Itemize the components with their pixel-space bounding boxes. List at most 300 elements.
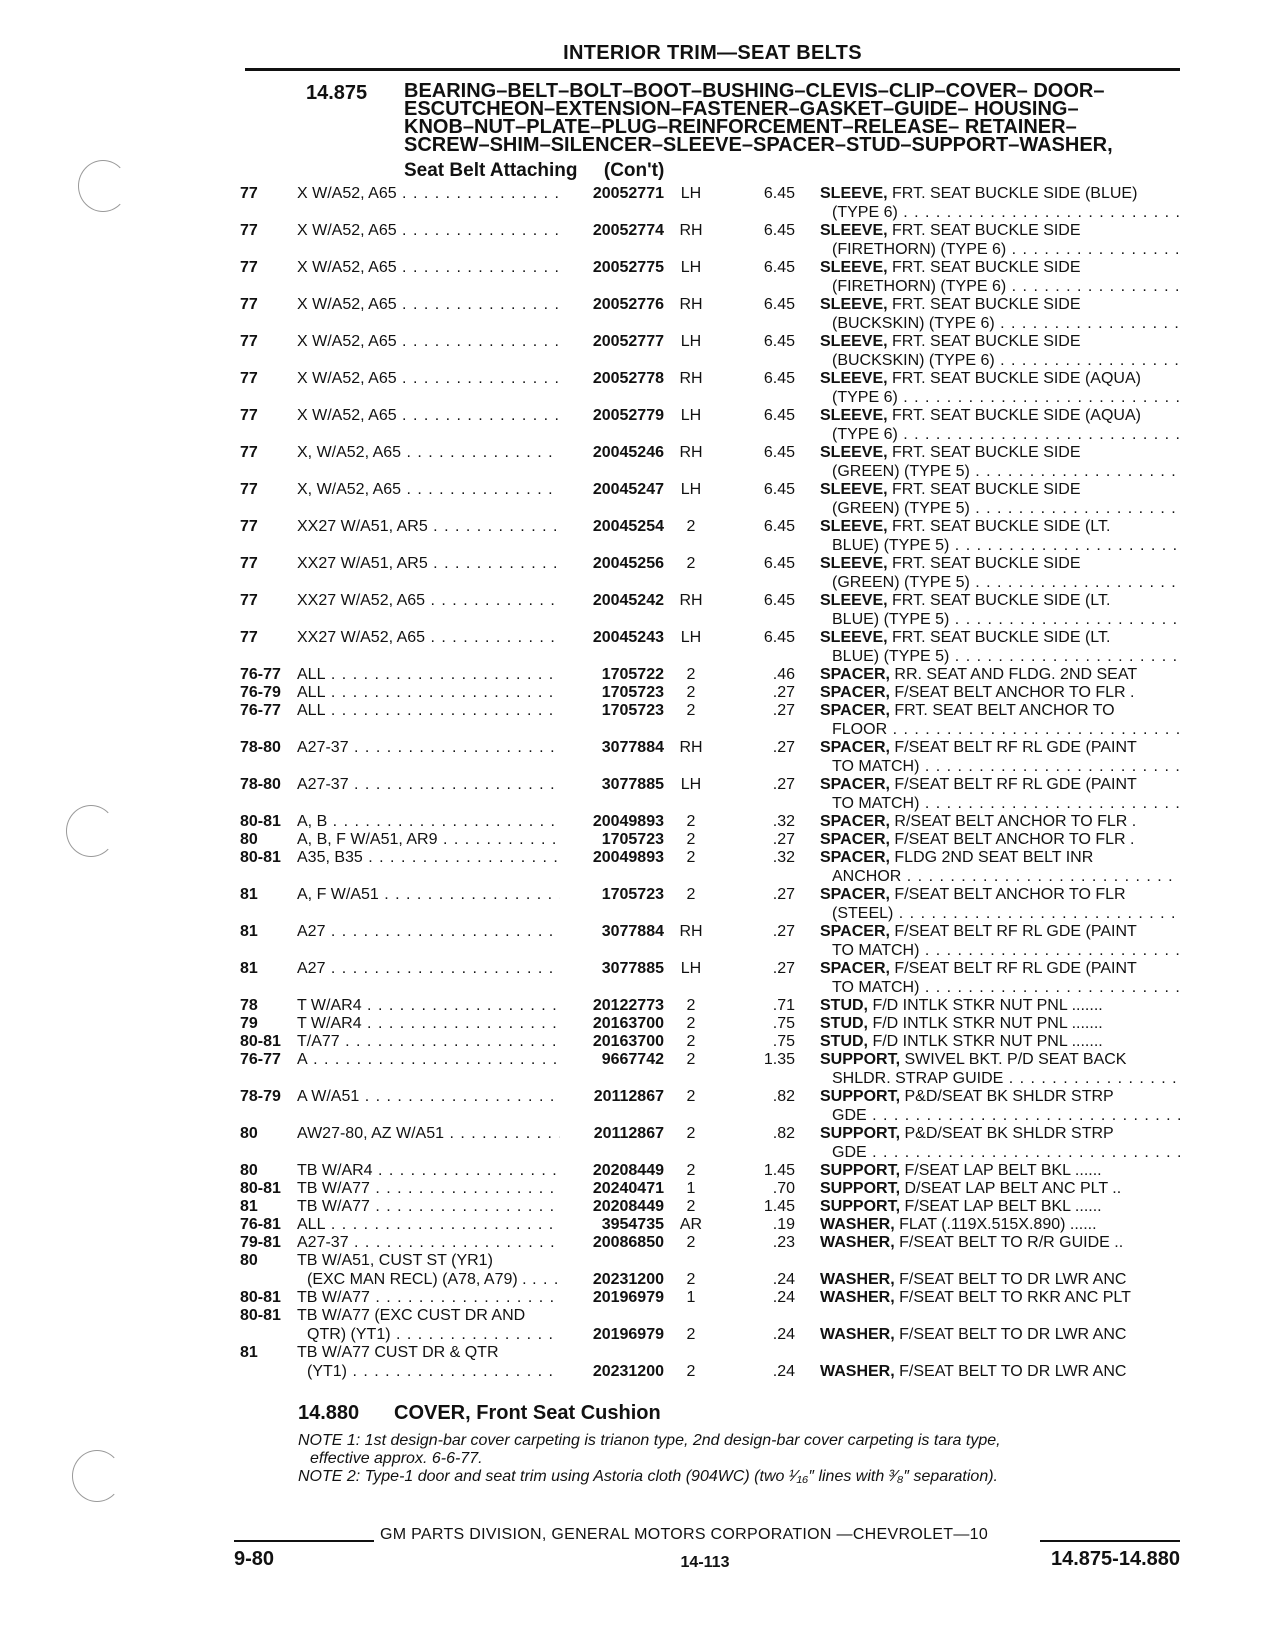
description-continued: GDE . . .	[820, 1143, 1180, 1162]
price: 6.45	[763, 518, 795, 535]
quantity: LH	[680, 776, 702, 793]
part-name: WASHER,	[820, 1363, 895, 1380]
part-description	[820, 812, 1180, 831]
price: .27	[772, 960, 795, 977]
quantity: 2	[686, 1051, 696, 1068]
section-heading-line: BEARING–BELT–BOLT–BOOT–BUSHING–CLEVIS–CLIP–COVER– DOOR–	[404, 80, 1105, 102]
part-number: 20045242	[560, 591, 664, 610]
description-line: F/SEAT BELT RF RL GDE (PAINT	[894, 776, 1137, 793]
part-number: 1705723	[560, 885, 664, 904]
description-line: D/SEAT LAP BELT ANC PLT ..	[904, 1180, 1122, 1197]
part-name: WASHER,	[820, 1216, 895, 1233]
quantity: 2	[686, 1326, 696, 1343]
table-row	[0, 295, 1280, 332]
quantity: 2	[686, 1015, 696, 1032]
quantity: LH	[680, 629, 702, 646]
part-name: SPACER,	[820, 960, 890, 977]
part-number: 20163700	[560, 1032, 664, 1051]
quantity: 1	[686, 1180, 696, 1197]
description-line: FRT. SEAT BUCKLE SIDE (LT.	[892, 592, 1111, 609]
part-description	[820, 332, 1180, 370]
description-continued: TO MATCH) . . .	[820, 941, 1180, 960]
model-year: 80-81	[240, 1033, 281, 1050]
table-row	[0, 221, 1280, 258]
description-line: FRT. SEAT BUCKLE SIDE (BLUE)	[892, 185, 1138, 202]
description-line: FRT. SEAT BUCKLE SIDE	[892, 333, 1081, 350]
quantity: 1	[686, 1289, 696, 1306]
part-description	[820, 996, 1180, 1015]
model-application: X W/A52, A65 . . .	[297, 184, 562, 203]
price: .27	[772, 923, 795, 940]
part-number: 20240471	[560, 1179, 664, 1198]
part-name: STUD,	[820, 1015, 868, 1032]
part-description	[820, 443, 1180, 481]
quantity: 2	[686, 886, 696, 903]
model-application: X, W/A52, A65 . . .	[297, 480, 562, 499]
part-number: 20045243	[560, 628, 664, 647]
model-application: TB W/A77 CUST DR & QTR	[297, 1344, 499, 1361]
table-row	[0, 683, 1280, 701]
model-year: 77	[240, 296, 258, 313]
price: .27	[772, 702, 795, 719]
part-description	[820, 665, 1180, 684]
description-continued: BLUE) (TYPE 5) . . .	[820, 647, 1180, 666]
quantity: AR	[679, 1216, 703, 1233]
part-description	[820, 1014, 1180, 1033]
part-name: SLEEVE,	[820, 444, 888, 461]
model-year: 78	[240, 997, 258, 1014]
part-description	[820, 480, 1180, 518]
model-year: 78-80	[240, 776, 281, 793]
part-number: 20052771	[560, 184, 664, 203]
model-application: ALL . . .	[297, 701, 562, 720]
description-line: RR. SEAT AND FLDG. 2ND SEAT	[894, 666, 1138, 683]
part-description	[820, 1050, 1180, 1088]
model-application: X W/A52, A65 . . .	[297, 295, 562, 314]
part-name: SLEEVE,	[820, 259, 888, 276]
model-application: A, B . . .	[297, 812, 562, 831]
description-continued: (TYPE 6) . . .	[820, 203, 1180, 222]
price: .23	[772, 1234, 795, 1251]
description-line: F/SEAT BELT TO DR LWR ANC	[899, 1363, 1127, 1380]
part-name: SLEEVE,	[820, 555, 888, 572]
part-description	[820, 1161, 1180, 1180]
model-application: T W/AR4 . . .	[297, 1014, 562, 1033]
part-description	[820, 221, 1180, 259]
model-application: TB W/A77 . . .	[297, 1288, 562, 1307]
quantity: LH	[680, 960, 702, 977]
model-application: X W/A52, A65 . . .	[297, 369, 562, 388]
note-1: NOTE 1: 1st design-bar cover carpeting is trianon type, 2nd design-bar cover carpeting is tara type,	[298, 1432, 1001, 1449]
notes	[298, 1432, 1158, 1486]
model-application: A35, B35 . . .	[297, 848, 562, 867]
price: 1.45	[763, 1162, 795, 1179]
description-line: F/SEAT BELT TO RKR ANC PLT	[899, 1289, 1131, 1306]
part-name: SLEEVE,	[820, 481, 888, 498]
table-row	[0, 775, 1280, 812]
model-year: 80-81	[240, 813, 281, 830]
quantity: 2	[686, 1125, 696, 1142]
price: 6.45	[763, 407, 795, 424]
table-row	[0, 1215, 1280, 1233]
price: 6.45	[763, 370, 795, 387]
part-description	[820, 258, 1180, 296]
price: .82	[772, 1125, 795, 1142]
description-line: F/SEAT BELT RF RL GDE (PAINT	[894, 960, 1137, 977]
model-application: XX27 W/A52, A65 . . .	[297, 591, 562, 610]
quantity: RH	[679, 739, 703, 756]
part-number: 20163700	[560, 1014, 664, 1033]
price: .27	[772, 886, 795, 903]
description-line: P&D/SEAT BK SHLDR STRP	[904, 1125, 1114, 1142]
model-application: A, F W/A51 . . .	[297, 885, 562, 904]
quantity: 2	[686, 702, 696, 719]
description-line: FRT. SEAT BUCKLE SIDE	[892, 481, 1081, 498]
quantity: LH	[680, 185, 702, 202]
part-description	[820, 830, 1180, 849]
footer-division: GM PARTS DIVISION, GENERAL MOTORS CORPORATION —CHEVROLET—10	[380, 1526, 989, 1543]
part-number: 1705722	[560, 665, 664, 684]
subsection-title: COVER, Front Seat Cushion	[394, 1402, 661, 1424]
price: 6.45	[763, 259, 795, 276]
price: .75	[772, 1015, 795, 1032]
table-row	[0, 1251, 1280, 1288]
model-application: X W/A52, A65 . . .	[297, 406, 562, 425]
quantity: LH	[680, 259, 702, 276]
part-name: SLEEVE,	[820, 370, 888, 387]
quantity: 2	[686, 1363, 696, 1380]
description-continued: (GREEN) (TYPE 5) . . .	[820, 573, 1180, 592]
table-row	[0, 738, 1280, 775]
price: 6.45	[763, 592, 795, 609]
model-year: 78-79	[240, 1088, 281, 1105]
price: 6.45	[763, 185, 795, 202]
model-application: A27 . . .	[297, 959, 562, 978]
description-continued: ANCHOR . . .	[820, 867, 1180, 886]
part-number: 20052777	[560, 332, 664, 351]
quantity: RH	[679, 444, 703, 461]
description-line: F/SEAT BELT TO DR LWR ANC	[899, 1326, 1127, 1343]
table-row	[0, 848, 1280, 885]
title-rule	[245, 68, 1180, 71]
model-application: T/A77 . . .	[297, 1032, 562, 1051]
model-year: 77	[240, 555, 258, 572]
quantity: 2	[686, 518, 696, 535]
part-name: SPACER,	[820, 831, 890, 848]
model-year: 79	[240, 1015, 258, 1032]
price: .24	[772, 1326, 795, 1343]
table-row	[0, 1179, 1280, 1197]
model-application: XX27 W/A52, A65 . . .	[297, 628, 562, 647]
part-name: SUPPORT,	[820, 1198, 901, 1215]
part-name: SPACER,	[820, 776, 890, 793]
part-name: SPACER,	[820, 886, 890, 903]
part-description	[820, 184, 1180, 222]
table-row	[0, 1087, 1280, 1124]
description-line: FRT. SEAT BUCKLE SIDE	[892, 259, 1081, 276]
description-line: FRT. SEAT BUCKLE SIDE (AQUA)	[892, 370, 1141, 387]
description-line: FRT. SEAT BUCKLE SIDE (LT.	[892, 518, 1111, 535]
model-year: 77	[240, 370, 258, 387]
section-number: 14.875	[306, 82, 368, 104]
model-year: 76-79	[240, 684, 281, 701]
table-row	[0, 258, 1280, 295]
quantity: 2	[686, 1088, 696, 1105]
description-continued: (TYPE 6) . . .	[820, 388, 1180, 407]
part-description	[820, 1325, 1180, 1344]
description-continued: (STEEL) . . .	[820, 904, 1180, 923]
section-heading-line: SCREW–SHIM–SILENCER–SLEEVE–SPACER–STUD–SUPPORT–WASHER,	[404, 134, 1113, 156]
table-row	[0, 591, 1280, 628]
part-name: SLEEVE,	[820, 407, 888, 424]
description-line: SWIVEL BKT. P/D SEAT BACK	[904, 1051, 1127, 1068]
price: 6.45	[763, 222, 795, 239]
description-continued: (GREEN) (TYPE 5) . . .	[820, 462, 1180, 481]
part-name: SUPPORT,	[820, 1051, 901, 1068]
price: .82	[772, 1088, 795, 1105]
part-number: 20052776	[560, 295, 664, 314]
subsection-heading	[298, 1402, 661, 1425]
price: .70	[772, 1180, 795, 1197]
part-number: 20045247	[560, 480, 664, 499]
section-heading-line: ESCUTCHEON–EXTENSION–FASTENER–GASKET–GUIDE– HOUSING–	[404, 98, 1079, 120]
quantity: 2	[686, 831, 696, 848]
price: .75	[772, 1033, 795, 1050]
price: .24	[772, 1271, 795, 1288]
footer-page-number: 14-113	[680, 1554, 730, 1571]
part-number: 20122773	[560, 996, 664, 1015]
part-name: SLEEVE,	[820, 592, 888, 609]
description-line: F/D INTLK STKR NUT PNL .......	[872, 1033, 1103, 1050]
model-year: 80-81	[240, 1289, 281, 1306]
description-line: FLAT (.119X.515X.890) ......	[899, 1216, 1097, 1233]
part-number: 20196979	[560, 1325, 664, 1344]
model-application: A27 . . .	[297, 922, 562, 941]
model-application: (EXC MAN RECL) (A78, A79) . . . .	[307, 1270, 572, 1289]
table-row	[0, 1343, 1280, 1380]
model-year: 81	[240, 960, 258, 977]
table-row	[0, 480, 1280, 517]
part-description	[820, 369, 1180, 407]
part-number: 9667742	[560, 1050, 664, 1069]
part-name: SPACER,	[820, 684, 890, 701]
model-year: 81	[240, 923, 258, 940]
price: .24	[772, 1363, 795, 1380]
part-description	[820, 775, 1180, 813]
description-continued: (GREEN) (TYPE 5) . . .	[820, 499, 1180, 518]
quantity: 2	[686, 555, 696, 572]
table-row	[0, 996, 1280, 1014]
model-application: X W/A52, A65 . . .	[297, 221, 562, 240]
model-year: 77	[240, 185, 258, 202]
part-name: SPACER,	[820, 702, 890, 719]
description-line: FRT. SEAT BUCKLE SIDE	[892, 444, 1081, 461]
description-continued: FLOOR . . .	[820, 720, 1180, 739]
part-description	[820, 406, 1180, 444]
part-description	[820, 1270, 1180, 1289]
description-line: F/SEAT LAP BELT BKL ......	[904, 1162, 1102, 1179]
description-line: F/SEAT BELT ANCHOR TO FLR .	[894, 831, 1135, 848]
part-description	[820, 701, 1180, 739]
model-year: 80	[240, 831, 258, 848]
description-line: P&D/SEAT BK SHLDR STRP	[904, 1088, 1114, 1105]
model-application: ALL . . .	[297, 683, 562, 702]
part-description	[820, 959, 1180, 997]
model-year: 81	[240, 1344, 258, 1361]
description-continued: (FIRETHORN) (TYPE 6) . . .	[820, 240, 1180, 259]
model-year: 80	[240, 1125, 258, 1142]
table-row	[0, 369, 1280, 406]
price: 1.45	[763, 1198, 795, 1215]
model-application: A27-37 . . .	[297, 738, 562, 757]
table-row	[0, 517, 1280, 554]
quantity: 2	[686, 1198, 696, 1215]
model-application: XX27 W/A51, AR5 . . .	[297, 517, 562, 536]
quantity: LH	[680, 407, 702, 424]
price: 1.35	[763, 1051, 795, 1068]
quantity: LH	[680, 333, 702, 350]
model-year: 81	[240, 886, 258, 903]
model-year: 80-81	[240, 1180, 281, 1197]
part-name: SUPPORT,	[820, 1162, 901, 1179]
price: .46	[772, 666, 795, 683]
price: 6.45	[763, 296, 795, 313]
part-description	[820, 591, 1180, 629]
price: 6.45	[763, 555, 795, 572]
part-description	[820, 1124, 1180, 1162]
description-continued: TO MATCH) . . .	[820, 978, 1180, 997]
part-description	[820, 1197, 1180, 1216]
description-line: FRT. SEAT BUCKLE SIDE	[892, 222, 1081, 239]
part-number: 20052774	[560, 221, 664, 240]
table-row	[0, 1306, 1280, 1343]
description-line: FLDG 2ND SEAT BELT INR	[894, 849, 1094, 866]
footer-section-range: 14.875-14.880	[1050, 1548, 1180, 1570]
model-year: 77	[240, 518, 258, 535]
description-continued: SHLDR. STRAP GUIDE . . .	[820, 1069, 1180, 1088]
part-description	[820, 1215, 1180, 1234]
part-name: WASHER,	[820, 1271, 895, 1288]
description-continued: TO MATCH) . . .	[820, 794, 1180, 813]
part-description	[820, 848, 1180, 886]
model-application: A27-37 . . .	[297, 1233, 562, 1252]
part-number: 20052779	[560, 406, 664, 425]
table-row	[0, 332, 1280, 369]
note-2: NOTE 2: Type-1 door and seat trim using Astoria cloth (904WC) (two ¹⁄₁₆″ lines with ³⁄₈″ separation).	[298, 1468, 998, 1485]
part-name: SLEEVE,	[820, 333, 888, 350]
quantity: 2	[686, 1271, 696, 1288]
part-description	[820, 1233, 1180, 1252]
model-application: A W/A51 . . .	[297, 1087, 562, 1106]
table-row	[0, 184, 1280, 221]
part-number: 3077884	[560, 922, 664, 941]
price: .19	[772, 1216, 795, 1233]
section-subheading: Seat Belt Attaching (Con't)	[404, 160, 665, 181]
part-name: SPACER,	[820, 666, 890, 683]
part-name: SPACER,	[820, 923, 890, 940]
part-number: 20052778	[560, 369, 664, 388]
part-name: SUPPORT,	[820, 1088, 901, 1105]
model-year: 77	[240, 407, 258, 424]
description-line: F/D INTLK STKR NUT PNL .......	[872, 997, 1103, 1014]
footer-date: 9-80	[234, 1548, 275, 1570]
part-number: 20045256	[560, 554, 664, 573]
quantity: RH	[679, 923, 703, 940]
table-row	[0, 1197, 1280, 1215]
description-continued: (BUCKSKIN) (TYPE 6) . . .	[820, 351, 1180, 370]
part-number: 3077885	[560, 959, 664, 978]
quantity: 2	[686, 849, 696, 866]
part-number: 20208449	[560, 1161, 664, 1180]
model-application: AW27-80, AZ W/A51 . . .	[297, 1124, 562, 1143]
price: .27	[772, 739, 795, 756]
note-1-continued: effective approx. 6-6-77.	[310, 1450, 483, 1467]
price: .24	[772, 1289, 795, 1306]
quantity: RH	[679, 592, 703, 609]
description-line: F/SEAT BELT TO DR LWR ANC	[899, 1271, 1127, 1288]
part-number: 20196979	[560, 1288, 664, 1307]
description-continued: GDE . . .	[820, 1106, 1180, 1125]
table-row	[0, 830, 1280, 848]
model-year: 77	[240, 481, 258, 498]
quantity: RH	[679, 296, 703, 313]
part-description	[820, 1362, 1180, 1381]
model-year: 77	[240, 222, 258, 239]
part-name: SPACER,	[820, 739, 890, 756]
quantity: RH	[679, 370, 703, 387]
description-line: FRT. SEAT BUCKLE SIDE (AQUA)	[892, 407, 1141, 424]
part-description	[820, 922, 1180, 960]
model-year: 77	[240, 333, 258, 350]
table-row	[0, 1050, 1280, 1087]
part-number: 20231200	[560, 1362, 664, 1381]
quantity: 2	[686, 684, 696, 701]
part-description	[820, 628, 1180, 666]
price: .27	[772, 684, 795, 701]
part-description	[820, 1179, 1180, 1198]
description-continued: (TYPE 6) . . .	[820, 425, 1180, 444]
model-year: 80	[240, 1162, 258, 1179]
description-line: R/SEAT BELT ANCHOR TO FLR .	[894, 813, 1137, 830]
table-row	[0, 922, 1280, 959]
page-title: INTERIOR TRIM—SEAT BELTS	[563, 42, 862, 64]
model-year: 78-80	[240, 739, 281, 756]
part-description	[820, 295, 1180, 333]
table-row	[0, 406, 1280, 443]
quantity: 2	[686, 997, 696, 1014]
price: 6.45	[763, 333, 795, 350]
description-line: F/SEAT LAP BELT BKL ......	[904, 1198, 1102, 1215]
footer-rule-right	[1040, 1540, 1180, 1542]
part-description	[820, 683, 1180, 702]
part-description	[820, 885, 1180, 923]
model-year: 77	[240, 629, 258, 646]
price: .32	[772, 849, 795, 866]
part-number: 20231200	[560, 1270, 664, 1289]
table-row	[0, 443, 1280, 480]
part-number: 3077884	[560, 738, 664, 757]
part-name: WASHER,	[820, 1326, 895, 1343]
model-application: T W/AR4 . . .	[297, 996, 562, 1015]
model-year: 77	[240, 259, 258, 276]
table-row	[0, 812, 1280, 830]
quantity: 2	[686, 1033, 696, 1050]
parts-table	[0, 184, 1280, 1380]
model-application: A, B, F W/A51, AR9 . . .	[297, 830, 562, 849]
part-name: SUPPORT,	[820, 1180, 901, 1197]
description-line: F/SEAT BELT ANCHOR TO FLR	[894, 886, 1126, 903]
model-year: 77	[240, 444, 258, 461]
